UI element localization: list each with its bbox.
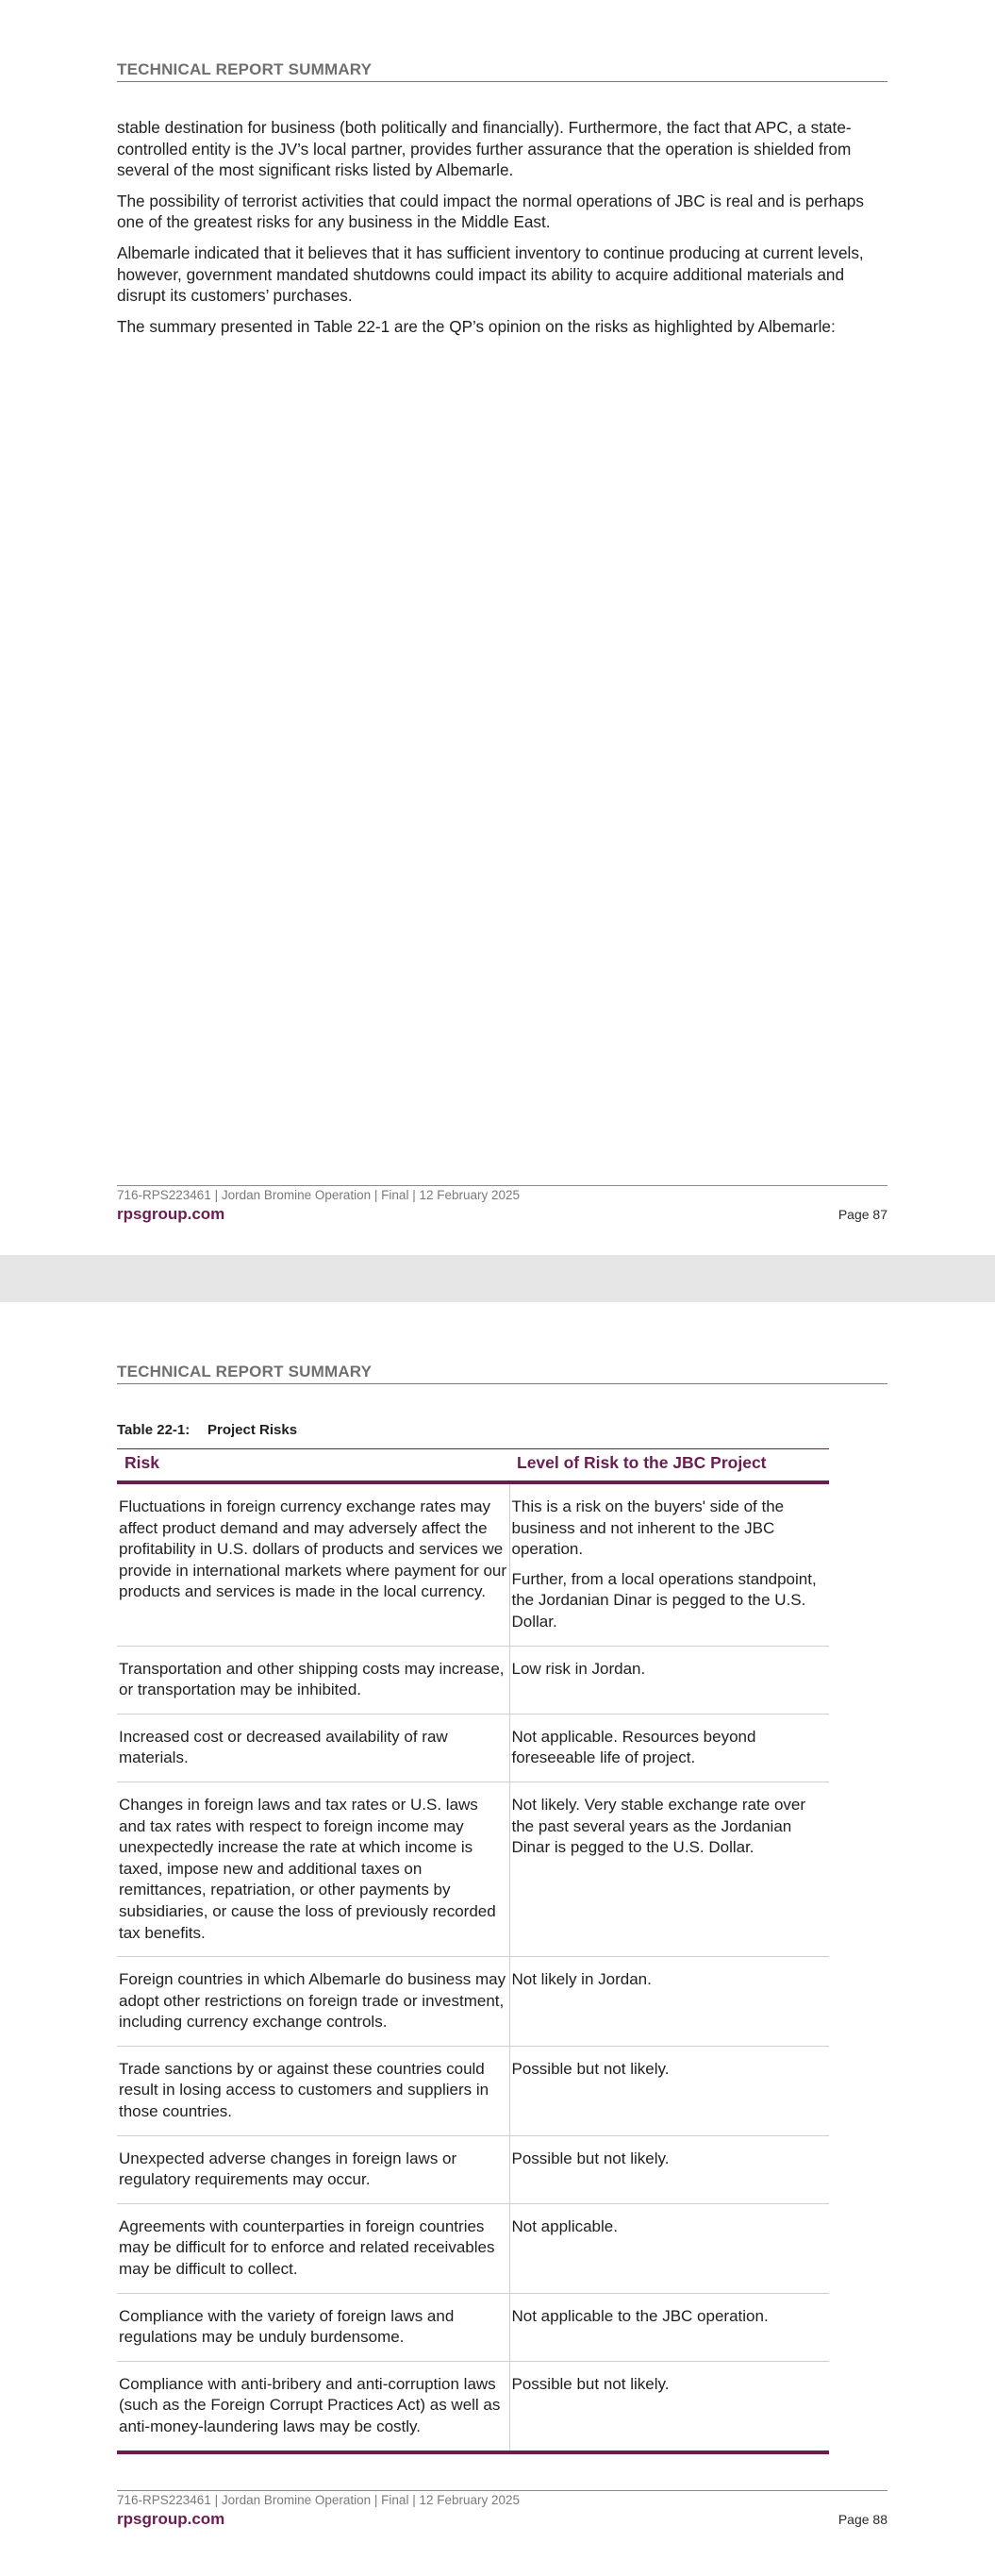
table-row <box>117 2361 829 2451</box>
table-caption-number: Table 22-1: <box>117 1422 191 1438</box>
level-cell <box>509 1957 829 2047</box>
page-footer <box>117 2490 887 2529</box>
risk-cell: Fluctuations in foreign currency exchange rates may affect product demand and may adversely affect the profitability in U.S. dollars of products and services we provide in international markets where payment for our products and services is made in the local currency. <box>117 1482 509 1646</box>
page-number: Page 87 <box>837 1207 887 1222</box>
table-row <box>117 1646 829 1714</box>
level-cell <box>509 2046 829 2135</box>
table-caption-title: Project Risks <box>207 1422 298 1438</box>
footer-site-link[interactable]: rpsgroup.com <box>117 2510 225 2528</box>
table-row <box>117 2203 829 2293</box>
table-row <box>117 1482 829 1646</box>
footer-row <box>117 1205 887 1224</box>
footer-meta: 716-RPS223461 | Jordan Bromine Operation | Final | 12 February 2025 <box>117 1188 521 1202</box>
table-row <box>117 1714 829 1781</box>
table-caption <box>117 1422 297 1438</box>
project-risks-table <box>117 1448 829 2454</box>
table-row <box>117 1781 829 1956</box>
page-87 <box>0 0 995 1255</box>
level-text: Possible but not likely. <box>511 2374 670 2393</box>
level-text: Not applicable. <box>511 2216 618 2235</box>
level-text: Not likely. Very stable exchange rate over the past several years as the Jordanian Dinar is pegged to the U.S. Dollar. <box>511 1795 806 1857</box>
footer-site-link[interactable]: rpsgroup.com <box>117 1205 225 1223</box>
page-footer <box>117 1185 887 1224</box>
table-header-row <box>117 1449 829 1483</box>
level-text: Possible but not likely. <box>511 2059 670 2078</box>
level-text: Not likely in Jordan. <box>511 1970 652 1989</box>
paragraph: The summary presented in Table 22-1 are the QP’s opinion on the risks as highlighted by Albemarle: <box>117 316 836 336</box>
level-cell <box>509 2293 829 2361</box>
level-text: Low risk in Jordan. <box>511 1659 646 1678</box>
level-cell <box>509 1482 829 1646</box>
table-row <box>117 2046 829 2135</box>
table-row <box>117 2293 829 2361</box>
level-cell <box>509 1781 829 1956</box>
paragraph: Albemarle indicated that it believes that it has sufficient inventory to continue producing at current levels, however, government mandated shutdowns could impact its ability to acquire additional materials and disrupt its customers’ purchases. <box>117 243 864 306</box>
column-header-level: Level of Risk to the JBC Project <box>517 1453 767 1473</box>
level-text: Further, from a local operations standpoint, the Jordanian Dinar is pegged to the U.S. Dollar. <box>511 1569 817 1631</box>
body-text <box>117 117 890 346</box>
level-text: Not applicable. Resources beyond foreseeable life of project. <box>511 1727 756 1767</box>
page-header: TECHNICAL REPORT SUMMARY <box>117 1363 887 1384</box>
page-number: Page 88 <box>837 2512 887 2527</box>
table-row <box>117 1957 829 2047</box>
paragraph: stable destination for business (both politically and financially). Furthermore, the fact that APC, a state-controlled entity is the JV’s local partner, provides further assurance that the operation is shielded from several of the most significant risks listed by Albemarle. <box>117 118 852 180</box>
level-cell <box>509 1714 829 1781</box>
level-text: This is a risk on the buyers' side of the business and not inherent to the JBC operation. <box>511 1497 785 1559</box>
risk-cell: Unexpected adverse changes in foreign laws or regulatory requirements may occur. <box>117 2135 509 2203</box>
footer-meta: 716-RPS223461 | Jordan Bromine Operation | Final | 12 February 2025 <box>117 2493 521 2507</box>
risk-cell: Increased cost or decreased availability of raw materials. <box>117 1714 509 1781</box>
page-header: TECHNICAL REPORT SUMMARY <box>117 60 887 82</box>
risk-cell: Agreements with counterparties in foreign countries may be difficult for to enforce and related receivables may be difficult to collect. <box>117 2203 509 2293</box>
footer-row <box>117 2510 887 2529</box>
paragraph: The possibility of terrorist activities that could impact the normal operations of JBC is real and is perhaps one of the greatest risks for any business in the Middle East. <box>117 191 864 232</box>
level-text: Not applicable to the JBC operation. <box>511 2306 769 2325</box>
risk-cell: Foreign countries in which Albemarle do business may adopt other restrictions on foreign trade or investment, including currency exchange controls. <box>117 1957 509 2047</box>
risk-cell: Changes in foreign laws and tax rates or U.S. laws and tax rates with respect to foreign income may unexpectedly increase the rate at which income is taxed, impose new and additional taxes on remittances, repatriation, or other payments by subsidiaries, or cause the loss of previously recorded tax benefits. <box>117 1781 509 1956</box>
level-cell <box>509 2135 829 2203</box>
table-row <box>117 2135 829 2203</box>
level-cell <box>509 2361 829 2451</box>
risk-cell: Transportation and other shipping costs may increase, or transportation may be inhibited. <box>117 1646 509 1714</box>
risk-cell: Compliance with the variety of foreign laws and regulations may be unduly burdensome. <box>117 2293 509 2361</box>
page-88 <box>0 1302 995 2576</box>
level-cell <box>509 2203 829 2293</box>
column-header-risk: Risk <box>124 1453 159 1473</box>
level-text: Possible but not likely. <box>511 2149 670 2167</box>
risk-cell: Trade sanctions by or against these countries could result in losing access to customers and suppliers in those countries. <box>117 2046 509 2135</box>
level-cell <box>509 1646 829 1714</box>
risk-cell: Compliance with anti-bribery and anti-corruption laws (such as the Foreign Corrupt Practices Act) as well as anti-money-laundering laws may be costly. <box>117 2361 509 2451</box>
